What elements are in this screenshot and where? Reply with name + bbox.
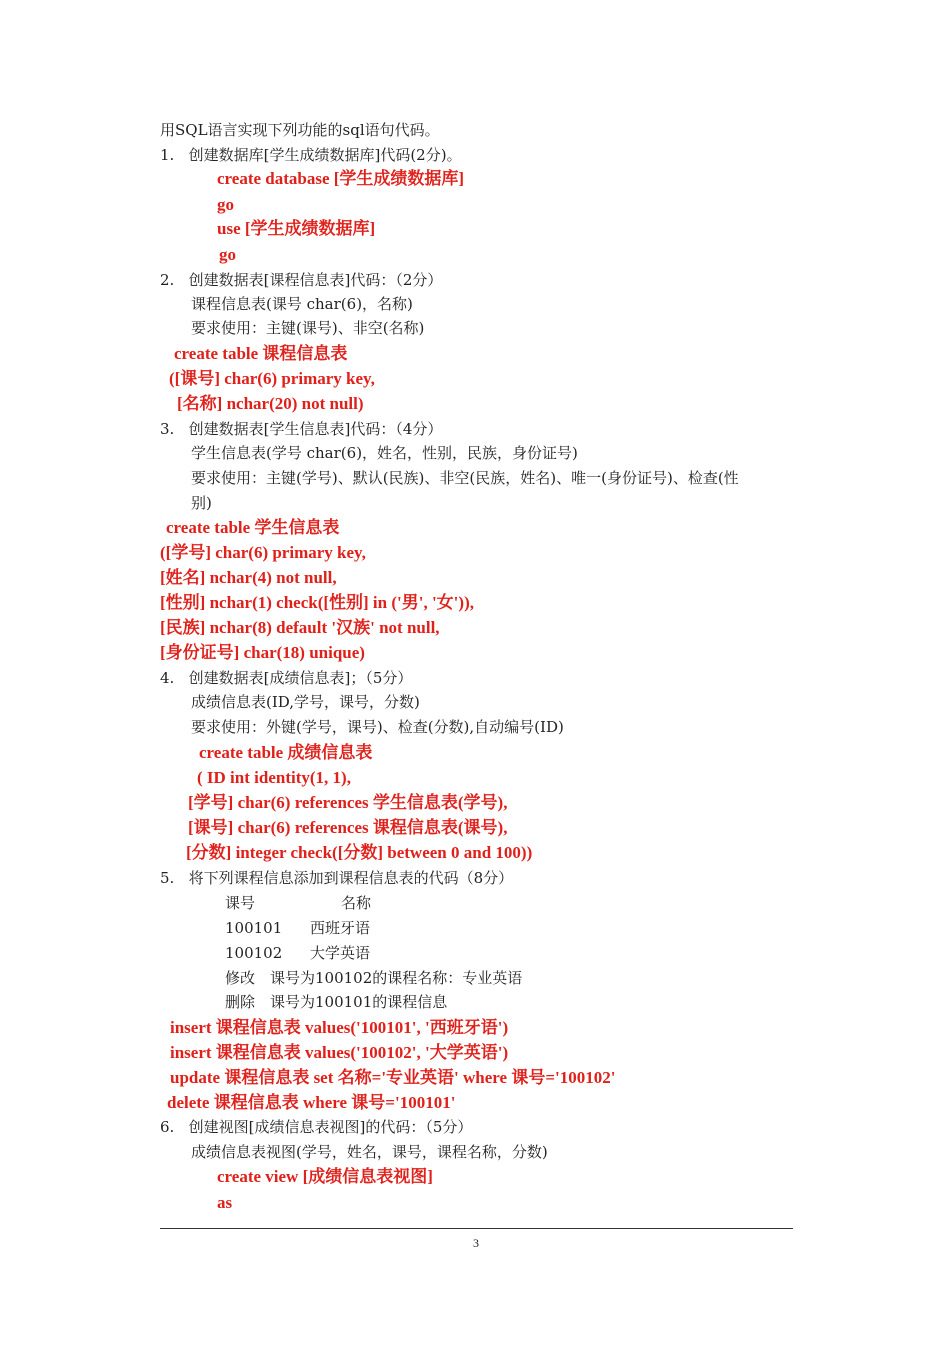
q6-code-line: as [217, 1193, 233, 1212]
intro-text: 用SQL语言实现下列功能的sql语句代码。 [160, 121, 440, 139]
q4-code-line: ( ID int identity(1, 1), [197, 768, 351, 787]
q5-row-name: 西班牙语 [310, 919, 371, 937]
footer-divider [160, 1228, 793, 1229]
q3-code-line: ([学号] char(6) primary key, [160, 543, 366, 562]
q3-requirements: 要求使用：主键(学号)、默认(民族)、非空(民族，姓名)、唯一(身份证号)、检查(性 [191, 469, 739, 487]
q1-code-line: use [学生成绩数据库] [217, 219, 376, 238]
q2-requirements: 要求使用：主键(课号)、非空(名称) [191, 319, 425, 337]
q3-code-line: [姓名] nchar(4) not null, [160, 568, 337, 587]
q3-code-line: [民族] nchar(8) default '汉族' not null, [160, 618, 440, 637]
q3-code-line: create table 学生信息表 [166, 518, 340, 537]
q1-code-line: go [219, 245, 236, 264]
q5-row-id: 100101 [225, 919, 283, 937]
q3-code-line: [身份证号] char(18) unique) [160, 643, 365, 662]
q5-row-id: 100102 [225, 944, 283, 962]
q5-title: 5. 将下列课程信息添加到课程信息表的代码（8分） [160, 869, 514, 887]
q4-title: 4. 创建数据表[成绩信息表]；（5分） [160, 669, 413, 687]
q2-title: 2. 创建数据表[课程信息表]代码：（2分） [160, 271, 443, 289]
q6-description: 成绩信息表视图(学号，姓名，课号，课程名称，分数) [191, 1143, 548, 1161]
q5-code-line: insert 课程信息表 values('100102', '大学英语') [170, 1043, 509, 1062]
q1-code-line: create database [学生成绩数据库] [217, 169, 465, 188]
q1-code-line: go [217, 195, 234, 214]
q3-title: 3. 创建数据表[学生信息表]代码：（4分） [160, 420, 443, 438]
q5-code-line: insert 课程信息表 values('100101', '西班牙语') [170, 1018, 509, 1037]
q4-code-line: [课号] char(6) references 课程信息表(课号), [188, 818, 508, 837]
q3-requirements-cont: 别) [191, 494, 212, 512]
q3-code-line: [性别] nchar(1) check([性别] in ('男', '女')), [160, 593, 474, 612]
q5-row-name: 大学英语 [310, 944, 371, 962]
page-number: 3 [473, 1236, 479, 1250]
q5-header-id: 课号 [225, 894, 256, 912]
q2-code-line: create table 课程信息表 [174, 344, 348, 363]
q4-code-line: create table 成绩信息表 [199, 743, 373, 762]
q6-title: 6. 创建视图[成绩信息表视图]的代码：（5分） [160, 1118, 473, 1136]
q5-code-line: delete 课程信息表 where 课号='100101' [167, 1093, 456, 1112]
q4-requirements: 要求使用：外键(学号，课号)、检查(分数),自动编号(ID) [191, 718, 564, 736]
q2-description: 课程信息表(课号 char(6)，名称) [191, 295, 413, 313]
q4-code-line: [分数] integer check([分数] between 0 and 100)) [186, 843, 533, 862]
q4-description: 成绩信息表(ID,学号，课号，分数) [191, 693, 420, 711]
q2-code-line: ([课号] char(6) primary key, [169, 369, 375, 388]
q3-description: 学生信息表(学号 char(6)，姓名，性别，民族，身份证号) [191, 444, 578, 462]
q4-code-line: [学号] char(6) references 学生信息表(学号), [188, 793, 508, 812]
q6-code-line: create view [成绩信息表视图] [217, 1167, 433, 1186]
q2-code-line: [名称] nchar(20) not null) [177, 394, 364, 413]
q5-modify-instruction: 修改 课号为100102的课程名称：专业英语 [225, 969, 523, 987]
q5-header-name: 名称 [341, 894, 372, 912]
q5-code-line: update 课程信息表 set 名称='专业英语' where 课号='100102' [170, 1068, 616, 1087]
q1-title: 1. 创建数据库[学生成绩数据库]代码(2分)。 [160, 146, 462, 164]
q5-delete-instruction: 删除 课号为100101的课程信息 [225, 993, 448, 1011]
